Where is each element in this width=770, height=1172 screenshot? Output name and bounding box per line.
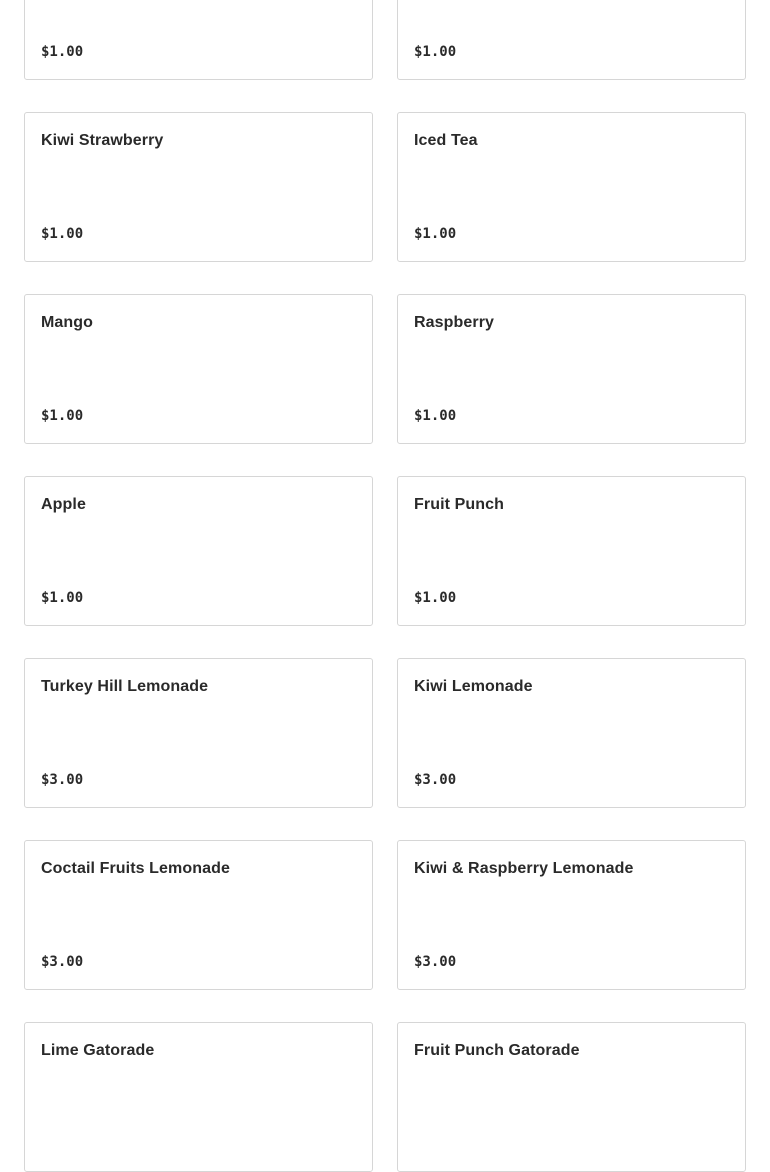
menu-item-name: Kiwi Strawberry	[41, 132, 164, 149]
menu-item-price: $1.00	[41, 590, 84, 606]
menu-item-price: $3.00	[41, 772, 84, 788]
menu-item-card[interactable]	[397, 476, 746, 626]
menu-item-card[interactable]	[24, 658, 373, 808]
menu-item-card[interactable]	[397, 112, 746, 262]
menu-item-name: Apple	[41, 496, 86, 513]
menu-item-name: Iced Tea	[414, 132, 478, 149]
menu-item-card[interactable]	[24, 0, 373, 80]
menu-item-price: $3.00	[414, 954, 457, 970]
menu-item-name: Coctail Fruits Lemonade	[41, 860, 230, 877]
menu-item-card[interactable]	[397, 658, 746, 808]
menu-item-price: $1.00	[414, 590, 457, 606]
menu-item-card[interactable]	[24, 840, 373, 990]
menu-item-card[interactable]	[24, 1022, 373, 1172]
menu-item-name: Fruit Punch	[414, 496, 504, 513]
menu-item-price: $3.00	[41, 954, 84, 970]
menu-item-card[interactable]	[24, 112, 373, 262]
menu-item-card[interactable]	[24, 294, 373, 444]
menu-item-name: Turkey Hill Lemonade	[41, 678, 209, 695]
menu-item-price: $1.00	[41, 226, 84, 242]
menu-item-card[interactable]	[397, 0, 746, 80]
menu-item-price: $3.00	[414, 772, 457, 788]
menu-item-name: Lime Gatorade	[41, 1042, 155, 1059]
menu-item-name: Kiwi & Raspberry Lemonade	[414, 860, 634, 877]
menu-item-price: $1.00	[414, 408, 457, 424]
menu-item-price: $1.00	[414, 226, 457, 242]
menu-item-name: Raspberry	[414, 314, 495, 331]
menu-item-card[interactable]	[397, 840, 746, 990]
menu-item-grid	[24, 0, 746, 1172]
menu-item-name: Kiwi Lemonade	[414, 678, 533, 695]
menu-item-price: $1.00	[414, 44, 457, 60]
menu-item-price: $1.00	[41, 408, 84, 424]
menu-item-name: Fruit Punch Gatorade	[414, 1042, 580, 1059]
menu-item-card[interactable]	[397, 294, 746, 444]
menu-item-price: $1.00	[41, 44, 84, 60]
menu-item-card[interactable]	[24, 476, 373, 626]
menu-item-name: Mango	[41, 314, 94, 331]
menu-item-card[interactable]	[397, 1022, 746, 1172]
